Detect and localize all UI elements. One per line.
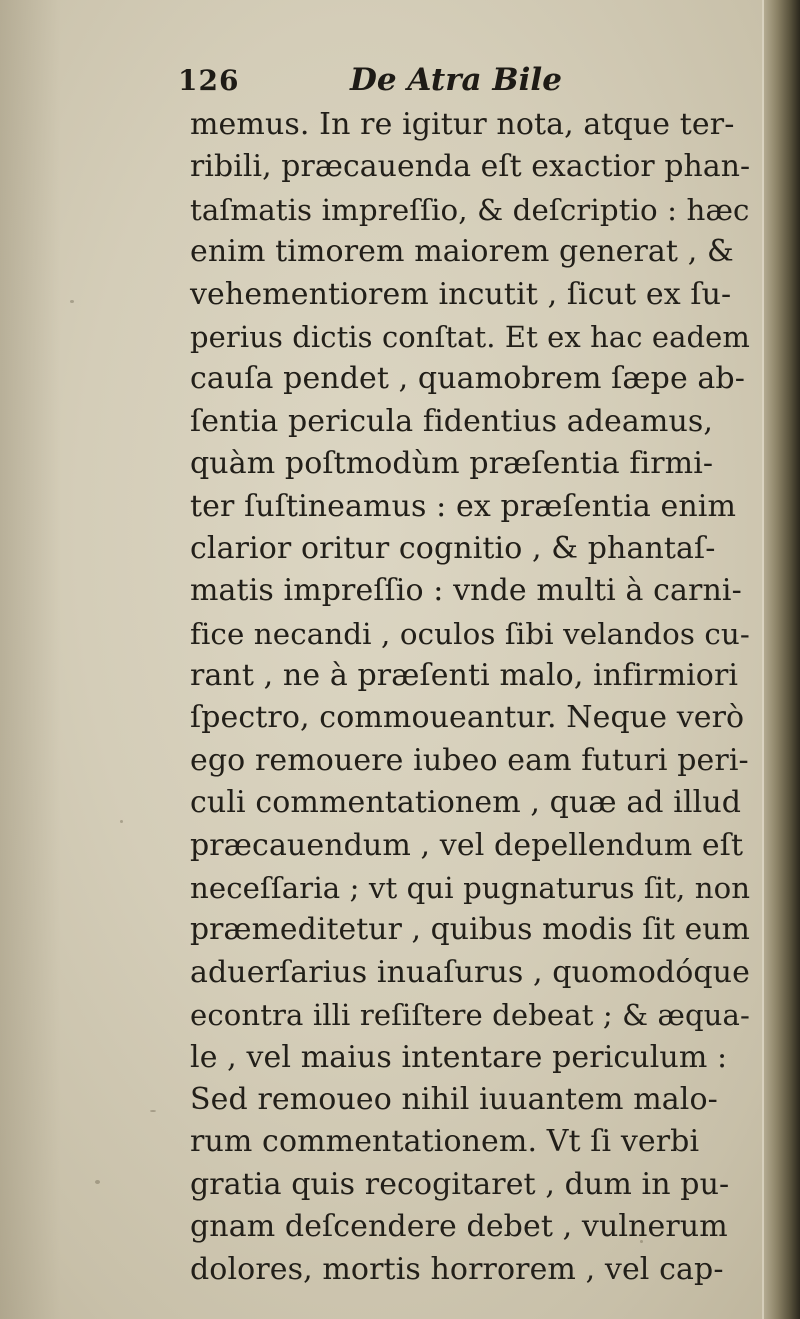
book-binding-gutter <box>764 0 800 1319</box>
text-line: rum commentationem. Vt ſi verbi <box>190 1124 700 1160</box>
text-line: le , vel maius intentare periculum : <box>190 1039 728 1075</box>
text-line: culi commentationem , quæ ad illud <box>190 785 742 821</box>
text-line: præmeditetur , quibus modis ſit eum <box>190 912 750 948</box>
text-line: fice necandi , oculos ſibi velandos cu- <box>190 616 750 651</box>
text-line: dolores, mortis horrorem , vel cap- <box>190 1251 724 1287</box>
text-line: ter ſuſtineamus : ex præſentia enim <box>190 488 736 524</box>
page-number: 126 <box>178 64 240 97</box>
paper-speck <box>150 1110 156 1112</box>
paper-speck <box>70 300 74 303</box>
text-line: memus. In re igitur nota, atque ter- <box>190 107 735 142</box>
paper-speck <box>95 1180 100 1184</box>
text-line: neceſſaria ; vt qui pugnaturus ſit, non <box>190 871 751 906</box>
text-line: gnam deſcendere debet , vulnerum <box>190 1209 728 1245</box>
body-text <box>190 104 750 1291</box>
text-line: ribili, præcauenda eſt exactior phan- <box>190 149 751 185</box>
text-line: matis impreſſio : vnde multi à carni- <box>190 573 742 609</box>
text-line: rant , ne à præſenti malo, infirmiori <box>190 658 739 694</box>
text-line: Sed remoueo nihil iuuantem malo- <box>190 1081 718 1117</box>
text-line: ſentia pericula fidentius adeamus, <box>190 403 713 439</box>
text-line: ſpectro, commoueantur. Neque verò <box>190 700 745 736</box>
paper-speck <box>120 820 123 823</box>
text-line: vehementiorem incutit , ſicut ex ſu- <box>190 276 732 312</box>
text-line: præcauendum , vel depellendum eſt <box>190 827 744 863</box>
text-line: cauſa pendet , quamobrem ſæpe ab- <box>190 361 745 397</box>
running-title: De Atra Bile <box>350 62 562 98</box>
text-line: aduerſarius inuaſurus , quomodóque <box>190 954 750 990</box>
text-line: quàm poſtmodùm præſentia firmi- <box>190 446 714 482</box>
text-line: econtra illi reſiſtere debeat ; & æqua- <box>190 998 750 1033</box>
page-shading-left <box>0 0 60 1319</box>
text-line: enim timorem maiorem generat , & <box>190 234 734 270</box>
text-line: gratia quis recogitaret , dum in pu- <box>190 1166 730 1202</box>
running-head <box>178 64 738 108</box>
text-line: clarior oritur cognitio , & phantaſ- <box>190 530 716 566</box>
text-line: perius dictis conſtat. Et ex hac eadem <box>190 319 750 354</box>
text-line: ego remouere iubeo eam futuri peri- <box>190 742 749 778</box>
text-line: taſmatis impreſſio, & deſcriptio : hæc <box>190 192 750 227</box>
